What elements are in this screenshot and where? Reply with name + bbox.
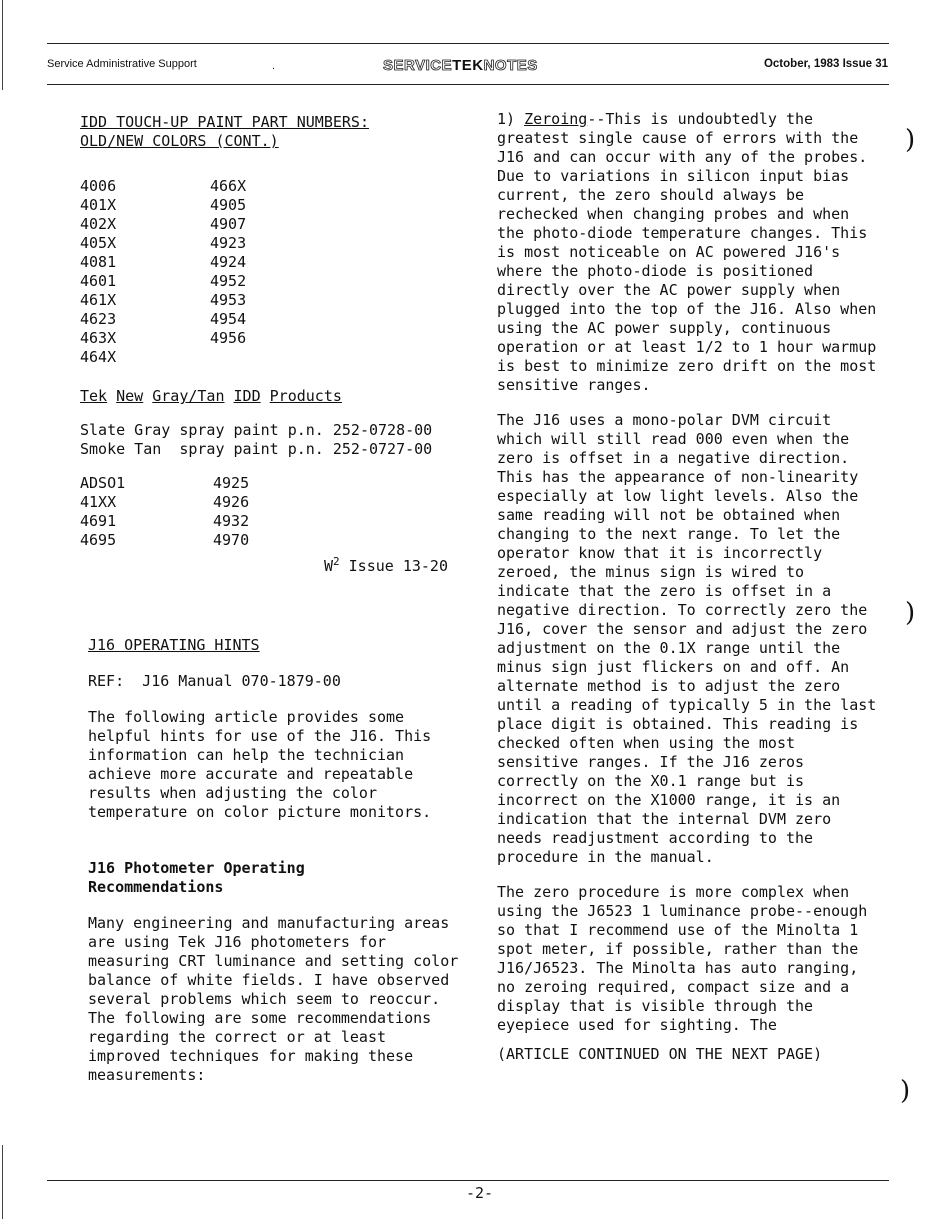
part-number: 464X	[80, 348, 117, 366]
manual-reference: REF: J16 Manual 070-1879-00	[88, 672, 341, 690]
hints-intro: The following article provides some helpful hints for use of the J16. This information can help the technician achieve more accurate and repeatable results when adjusting the color temperature on color picture monitors.	[88, 708, 432, 821]
part-number: 4006	[80, 177, 117, 195]
header-department: Service Administrative Support	[47, 58, 197, 70]
part-number: 4695	[80, 531, 117, 549]
zeroing-paragraph: 1) Zeroing--This is undoubtedly the greatest single cause of errors with the J16 and can occur with any of the probes. Due to variations in silicon input bias current, the zero should always be rechecked when changing probes and when the photo-diode temperature changes. This is most noticeable on AC powered J16's where the photo-diode is positioned directly over the AC power supply when plugged into the top of the J16. Also when using the AC power supply, continuous operation or at least 1/2 to 1 hour warmup is best to minimize zero drift on the most sensitive ranges.	[497, 110, 877, 394]
part-number: 4601	[80, 272, 117, 290]
header-logo	[383, 57, 538, 74]
margin-bracket-mark: )	[905, 125, 916, 155]
logo-tek: TEK	[452, 57, 484, 74]
part-number: 4923	[210, 234, 247, 252]
header-dot: .	[272, 60, 276, 72]
part-number: 4924	[210, 253, 247, 271]
part-number-row	[80, 474, 470, 493]
article-continued-note: (ARTICLE CONTINUED ON THE NEXT PAGE)	[497, 1045, 823, 1063]
part-number: 461X	[80, 291, 117, 309]
page-edge-mark	[2, 1145, 3, 1219]
paint-part-list	[80, 177, 470, 367]
smoke-tan-line: Smoke Tan spray paint p.n. 252-0727-00	[80, 440, 433, 458]
part-number-row	[80, 329, 470, 348]
part-number: ADSO1	[80, 474, 126, 492]
part-number: 402X	[80, 215, 117, 233]
part-number-row	[80, 272, 470, 291]
part-number: 4907	[210, 215, 247, 233]
recommendations-title-line1: J16 Photometer Operating	[88, 859, 305, 877]
part-number-row	[80, 512, 470, 531]
part-number-row	[80, 493, 470, 512]
recommendations-title-line2: Recommendations	[88, 878, 224, 896]
part-number: 401X	[80, 196, 117, 214]
part-number: 4925	[213, 474, 250, 492]
part-number: 4954	[210, 310, 247, 328]
part-number: 4956	[210, 329, 247, 347]
part-number: 4623	[80, 310, 117, 328]
part-number-row	[80, 234, 470, 253]
slate-gray-line: Slate Gray spray paint p.n. 252-0728-00	[80, 421, 433, 439]
part-number: 405X	[80, 234, 117, 252]
part-number-row	[80, 310, 470, 329]
part-number-row	[80, 215, 470, 234]
part-number: 4952	[210, 272, 247, 290]
logo-notes: NOTES	[483, 57, 538, 74]
part-number: 41XX	[80, 493, 117, 511]
part-number-row	[80, 177, 470, 196]
part-number-row	[80, 348, 470, 367]
dvm-paragraph: The J16 uses a mono-polar DVM circuit which will still read 000 even when the zero is offset in a negative direction. This has the appearance of non-linearity especially at low light levels. Also the same reading will not be obtained when changing to the next range. To let the operator know that it is incorrectly zeroed, the minus sign is wired to indicate that the zero is offset in a negative direction. To correctly zero the J16, cover the sensor and adjust the zero adjustment on the 0.1X range until the minus sign just flickers on and off. An alternate method is to adjust the zero until a reading of typically 5 in the last place digit is obtained. This reading is checked often when using the most sensitive ranges. If the J16 zeros correctly on the X0.1 range but is incorrect on the X1000 range, it is an indication that the internal DVM zero needs readjustment according to the procedure in the manual.	[497, 411, 877, 866]
page-edge-mark	[2, 0, 3, 90]
left-column	[80, 113, 470, 1085]
w2-reference: $W^2$ Issue 13-20	[323, 555, 448, 575]
recommendations-body: Many engineering and manufacturing areas are using Tek J16 photometers for measuring CRT luminance and setting color balance of white fields. I have observed several problems which seem to reoccur. The following are some recommendations regarding the correct or at least improved techniques for making these measurements:	[88, 914, 459, 1084]
part-number: 4932	[213, 512, 250, 530]
header-issue-date: October, 1983 Issue 31	[763, 58, 888, 70]
part-number-row	[80, 196, 470, 215]
part-number: 466X	[210, 177, 247, 195]
margin-bracket-mark: )	[905, 598, 916, 628]
right-column	[497, 110, 877, 1064]
part-number: 463X	[80, 329, 117, 347]
paint-title-line2: OLD/NEW COLORS (CONT.)	[80, 132, 279, 150]
zero-procedure-paragraph: The zero procedure is more complex when using the J6523 1 luminance probe--enough so that I recommend use of the Minolta 1 spot meter, if possible, rather than the J16/J6523. The Minolta has auto ranging, no zeroing required, compact size and a display that is visible through the eyepiece used for sighting. The	[497, 883, 868, 1034]
paint-title-line1: IDD TOUCH-UP PAINT PART NUMBERS:	[80, 113, 369, 131]
hints-title: J16 OPERATING HINTS	[88, 636, 260, 654]
part-number: 4691	[80, 512, 117, 530]
part-number: 4081	[80, 253, 117, 271]
margin-bracket-mark: )	[900, 1076, 911, 1106]
part-number: 4970	[213, 531, 250, 549]
part-number-row	[80, 291, 470, 310]
products-heading: Tek New Gray/Tan IDD Products	[80, 387, 342, 405]
product-part-list	[80, 474, 470, 550]
part-number: 4926	[213, 493, 250, 511]
header-rule-bottom	[47, 84, 889, 85]
logo-service: SERVICE	[383, 57, 453, 74]
part-number: 4953	[210, 291, 247, 309]
part-number-row	[80, 531, 470, 550]
footer-rule	[47, 1180, 889, 1181]
page-number: -2-	[466, 1184, 494, 1202]
part-number: 4905	[210, 196, 247, 214]
header-rule-top	[47, 43, 889, 44]
part-number-row	[80, 253, 470, 272]
